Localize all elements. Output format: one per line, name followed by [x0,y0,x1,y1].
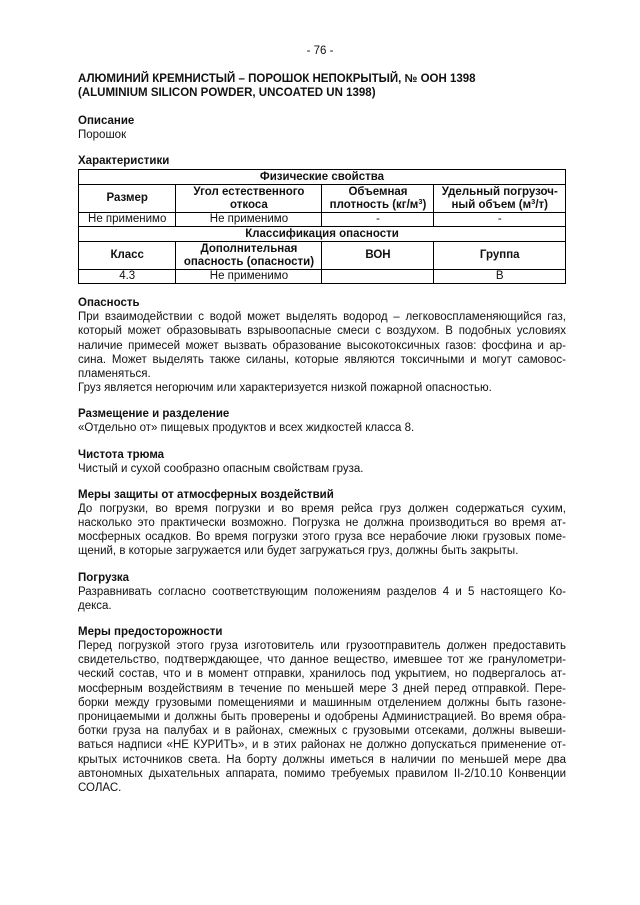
characteristics-heading: Характеристики [78,155,170,168]
page-number: - 76 - [306,45,334,57]
stowage-factor-label-end: /т) [535,198,548,211]
table-row [79,270,566,284]
description-text: Порошок [78,129,127,141]
document-body [78,72,566,807]
value-class: 4.3 [79,270,176,284]
bulk-density-superscript: 3 [418,196,423,206]
column-class: Класс [79,242,176,270]
stowage-factor-label: Удельный погрузоч-ный объем (м [441,185,558,211]
table-row [79,227,566,242]
section-hold-cleanliness [78,448,566,476]
value-angle-of-repose: Не применимо [176,213,322,227]
characteristics-table [78,169,566,284]
value-size: Не применимо [79,213,176,227]
column-angle-of-repose: Угол естественного откоса [176,185,322,213]
value-subsidiary-risk: Не применимо [176,270,322,284]
stowage-text: «Отдельно от» пищевых продуктов и всех жидкостей класса 8. [78,422,415,435]
table-row [79,242,566,270]
bulk-density-label-end: ) [422,198,427,211]
hazard-text-fire: Груз является негорючим или характеризуется низкой пожарной опасностью. [78,382,492,395]
weather-heading: Меры защиты от атмосферных воздействий [78,488,334,501]
bulk-density-label: Объемная плотность (кг/м [329,185,419,211]
table-row [79,213,566,227]
physical-properties-heading: Физические свойства [79,170,566,185]
table-row [79,170,566,185]
hold-cleanliness-text: Чистый и сухой сообразно опасным свойствам груза. [78,462,364,475]
hazard-heading: Опасность [78,297,140,310]
hazard-text: При взаимодействии с водой может выделять водород – легковоспламеняющийся газ, который может образовывать взрывоопасные смеси с воздухом. В подобных условиях наличие примесей может вызвать образование высокотоксичных газов: фосфина и ар-сина. Может выделять также силаны, которые являются токсичными и могут самовос-пламеняться. [78,311,566,381]
section-hazard [78,296,566,395]
description-heading: Описание [78,115,135,127]
section-precautions [78,625,566,795]
column-subsidiary-risk: Дополнительная опасность (опасности) [176,242,322,270]
value-mhb [322,270,434,284]
value-bulk-density: - [322,213,434,227]
section-characteristics [78,154,566,284]
precautions-heading: Меры предосторожности [78,626,223,639]
column-size: Размер [79,185,176,213]
title-line-russian: АЛЮМИНИЙ КРЕМНИСТЫЙ – ПОРОШОК НЕПОКРЫТЫЙ, № ООН 1398 [78,73,476,85]
value-group: B [434,270,566,284]
column-stowage-factor [434,185,566,213]
table-row [79,185,566,213]
column-mhb: ВОН [322,242,434,270]
loading-heading: Погрузка [78,571,130,584]
precautions-text: Перед погрузкой этого груза изготовитель или грузоотправитель должен предоставить свидетельство, подтверждающее, что данное вещество, имевшее тот же гранулометри-ческий состав, что и в момент отправки, хранилось под укрытием, но подвергалось ат-мосферным воздействиям в течение по меньшей мере 3 дней перед отправкой. Пере-борки между грузовыми помещениями и машинным отделением должны быть газоне-проницаемыми и должны быть проверены и одобрены Администрацией. Во время обра-ботки груза на палубах и в районах, смежных с грузовыми отсеками, должны вывеши-ваться надписи «НЕ КУРИТЬ», и в этих районах не должно допускаться применение от-крытых источников света. На борту должны иметься в наличии по меньшей мере два автономных дыхательных аппарата, помимо требуемых правилом II-2/10.10 Конвенции СОЛАС. [78,640,566,795]
column-bulk-density [322,185,434,213]
document-title [78,72,566,100]
loading-text: Разравнивать согласно соответствующим положениям разделов 4 и 5 настоящего Ко-декса. [78,585,566,612]
title-line-english: (ALUMINIUM SILICON POWDER, UNCOATED UN 1398) [78,87,376,99]
stowage-factor-superscript: 3 [531,196,536,206]
section-loading [78,571,566,613]
value-stowage-factor: - [434,213,566,227]
hazard-classification-heading: Классификация опасности [79,227,566,242]
weather-text: До погрузки, во время погрузки и во время рейса груз должен содержаться сухим, насколько это практически возможно. Погрузка не должна производиться во время ат-мосферных осадков. Во время погрузки этого груза все нерабочие люки грузовых поме-щений, в которые загружается или будет загружаться груз, должны быть закрыты. [78,502,566,558]
section-description [78,114,566,142]
section-weather-precautions [78,488,566,559]
column-group: Группа [434,242,566,270]
hold-cleanliness-heading: Чистота трюма [78,448,165,461]
section-stowage-segregation [78,407,566,435]
stowage-heading: Размещение и разделение [78,408,230,421]
